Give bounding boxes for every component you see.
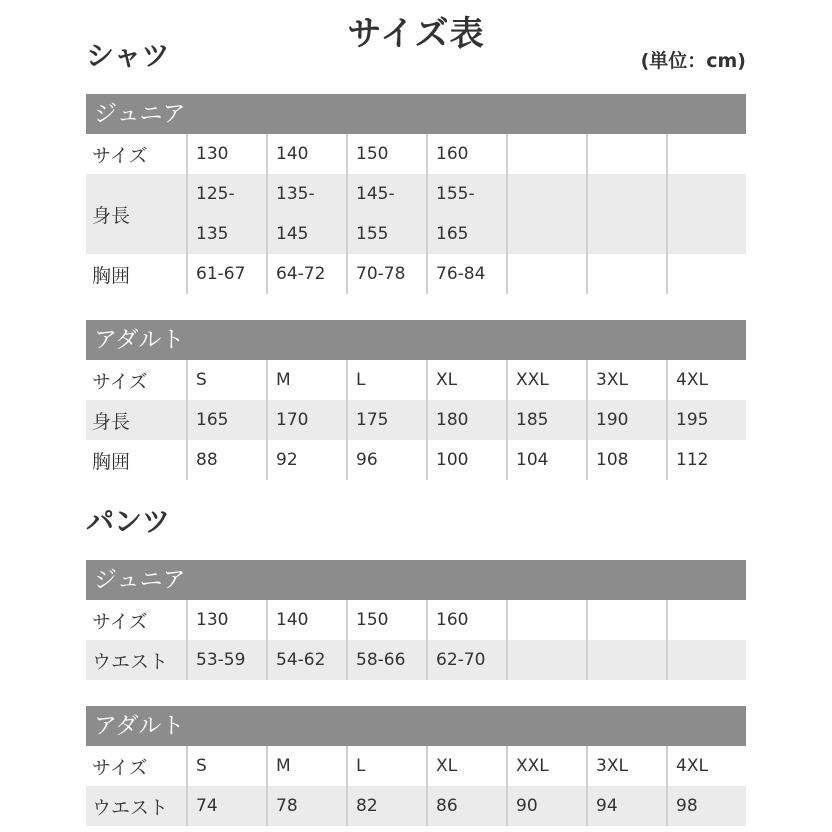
size-cell [586,134,666,174]
waist-cell [506,640,586,680]
chest-cell: 70-78 [346,254,426,294]
height-cell [346,174,426,254]
waist-cell: 54-62 [266,640,346,680]
pants-adult-size-row [86,746,746,786]
size-cell: 140 [266,134,346,174]
shirts-adult-chest-row [86,440,746,480]
shirts-adult-height-row [86,400,746,440]
pants-adult-band: アダルト [86,706,746,746]
size-cell: 150 [346,600,426,640]
chest-cell: 100 [426,440,506,480]
size-cell: XXL [506,746,586,786]
height-cell [586,174,666,254]
waist-cell [666,640,746,680]
row-label: 胸囲 [92,450,131,473]
size-cell: 3XL [586,360,666,400]
row-label: 身長 [92,410,131,433]
waist-cell: 98 [666,786,746,826]
row-label: 胸囲 [92,264,131,287]
size-cell: 130 [186,600,266,640]
size-cell [666,134,746,174]
waist-cell: 94 [586,786,666,826]
waist-cell: 62-70 [426,640,506,680]
size-cell: 4XL [666,746,746,786]
size-cell: M [266,746,346,786]
chest-cell: 96 [346,440,426,480]
height-cell: 175 [346,400,426,440]
height-cell [426,174,506,254]
height-top: 125- [196,184,235,204]
height-bottom: 135 [196,224,229,244]
height-cell [266,174,346,254]
pants-adult-table [86,706,746,826]
size-cell: S [186,746,266,786]
shirts-junior-table [86,94,746,294]
shirts-junior-chest-row [86,254,746,294]
chest-cell: 88 [186,440,266,480]
size-cell [506,134,586,174]
shirts-junior-size-row [86,134,746,174]
height-bottom: 145 [276,224,309,244]
height-bottom: 155 [356,224,389,244]
size-cell: L [346,746,426,786]
size-cell: XL [426,746,506,786]
height-top: 155- [436,184,475,204]
chest-cell: 112 [666,440,746,480]
chest-cell [666,254,746,294]
size-cell: M [266,360,346,400]
size-cell: XXL [506,360,586,400]
pants-adult-waist-row [86,786,746,826]
shirts-adult-size-row [86,360,746,400]
shirts-junior-height-row [86,174,746,254]
height-cell: 185 [506,400,586,440]
waist-cell: 58-66 [346,640,426,680]
pants-junior-waist-row [86,640,746,680]
pants-heading: パンツ [86,505,171,538]
waist-cell: 86 [426,786,506,826]
row-label: サイズ [92,610,148,633]
height-cell [506,174,586,254]
height-cell: 195 [666,400,746,440]
size-cell: 150 [346,134,426,174]
chest-cell [506,254,586,294]
size-cell [666,600,746,640]
size-cell: L [346,360,426,400]
size-cell: 160 [426,600,506,640]
chest-cell: 108 [586,440,666,480]
waist-cell: 78 [266,786,346,826]
chest-cell: 104 [506,440,586,480]
pants-junior-band: ジュニア [86,560,746,600]
shirts-adult-table [86,320,746,480]
pants-junior-size-row [86,600,746,640]
waist-cell: 53-59 [186,640,266,680]
size-cell: S [186,360,266,400]
height-cell [666,174,746,254]
height-cell [186,174,266,254]
size-cell: 140 [266,600,346,640]
height-cell: 180 [426,400,506,440]
height-top: 145- [356,184,395,204]
chest-cell: 76-84 [426,254,506,294]
size-cell [586,600,666,640]
height-cell: 190 [586,400,666,440]
height-bottom: 165 [436,224,469,244]
chest-cell: 61-67 [186,254,266,294]
unit-note: (単位：cm) [640,50,746,72]
shirts-heading: シャツ [86,39,170,72]
height-top: 135- [276,184,315,204]
waist-cell: 82 [346,786,426,826]
size-cell: 4XL [666,360,746,400]
chest-cell: 92 [266,440,346,480]
chest-cell: 64-72 [266,254,346,294]
row-label: サイズ [92,144,148,167]
size-cell: 160 [426,134,506,174]
size-cell: 3XL [586,746,666,786]
row-label: サイズ [92,756,148,779]
waist-cell: 90 [506,786,586,826]
waist-cell: 74 [186,786,266,826]
shirts-junior-band: ジュニア [86,94,746,134]
shirts-adult-band: アダルト [86,320,746,360]
height-cell: 170 [266,400,346,440]
page-title: サイズ表 [347,14,485,54]
row-label: サイズ [92,370,148,393]
row-label: ウエスト [92,650,169,673]
row-label: ウエスト [92,796,169,819]
waist-cell [586,640,666,680]
size-cell: 130 [186,134,266,174]
pants-junior-table [86,560,746,680]
size-cell: XL [426,360,506,400]
chest-cell [586,254,666,294]
height-cell: 165 [186,400,266,440]
row-label: 身長 [92,204,131,227]
size-cell [506,600,586,640]
